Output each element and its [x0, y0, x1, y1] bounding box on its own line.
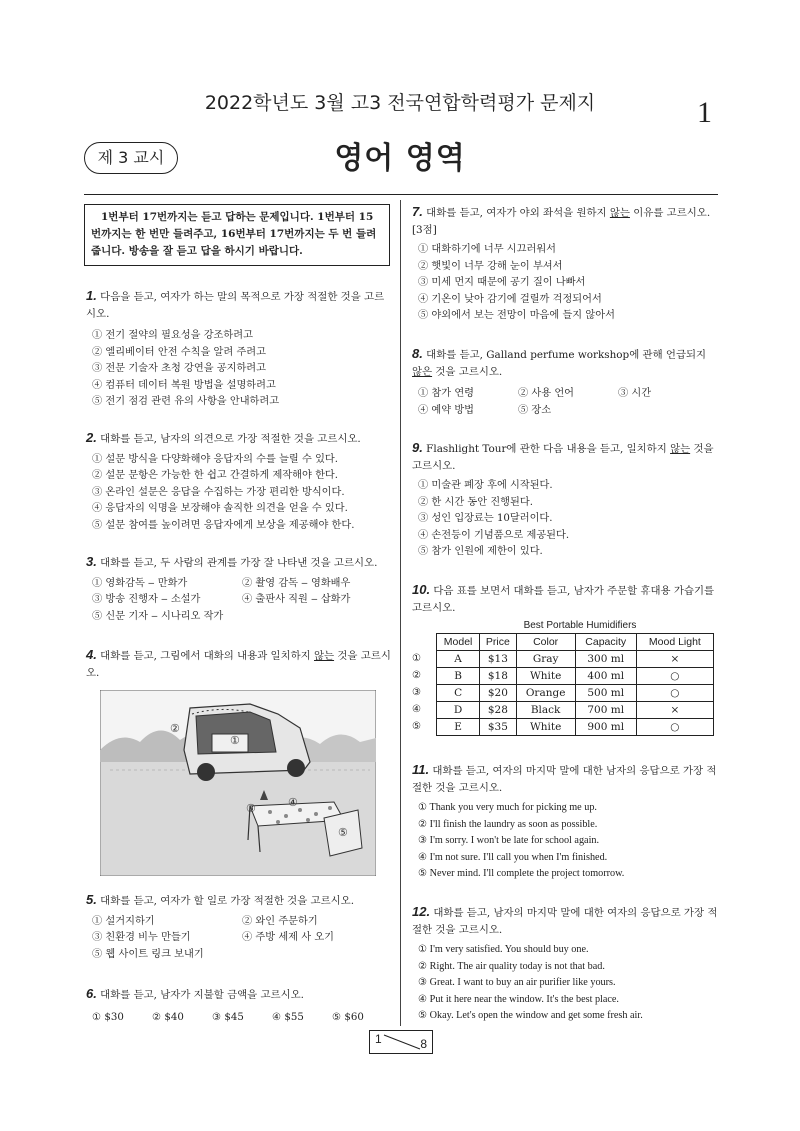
column-header: Color [516, 634, 575, 651]
option[interactable]: ② 햇빛이 너무 강해 눈이 부셔서 [418, 260, 563, 272]
option[interactable]: ⑤ 웹 사이트 링크 보내기 [92, 948, 204, 960]
question-text: 대화를 듣고, 그림에서 대화의 내용과 일치하지 [100, 650, 314, 662]
option[interactable]: ③ 성인 입장료는 10달러이다. [418, 513, 553, 524]
table-cell: $35 [480, 719, 516, 736]
table-cell: × [636, 702, 713, 719]
table-markers [412, 633, 436, 736]
question-2 [86, 430, 392, 534]
svg-text:②: ② [170, 722, 180, 735]
page-number: 1 [697, 96, 712, 129]
svg-text:④: ④ [288, 796, 298, 809]
option[interactable]: ① 미술관 폐장 후에 시작된다. [418, 480, 553, 491]
option[interactable]: ④ 손전등이 기념품으로 제공된다. [418, 529, 570, 541]
question-text-end: 것을 고르시오. [432, 365, 503, 378]
option[interactable]: ③ 방송 진행자 ‒ 소설가 [92, 594, 201, 605]
question-text: 대화를 듣고, Galland perfume workshop에 관해 언급되지 [426, 349, 707, 361]
option[interactable]: ⑤ 전기 점검 관련 유의 사항을 안내하려고 [92, 396, 280, 407]
question-12 [412, 904, 718, 1025]
option[interactable]: ① 설거지하기 [92, 915, 155, 927]
question-text: 다음을 듣고, 여자가 하는 말의 목적으로 가장 적절한 것을 고르시오. [86, 291, 385, 320]
question-11 [412, 762, 718, 883]
option[interactable]: ③ 미세 먼지 때문에 공기 질이 나빠서 [418, 277, 586, 288]
option[interactable]: ⑤ 신문 기자 ‒ 시나리오 작가 [92, 610, 224, 622]
question-text: 다음 표를 보면서 대화를 듣고, 남자가 주문할 휴대용 가습기를 고르시오. [412, 585, 715, 614]
question-text: 대화를 듣고, 여자가 할 일로 가장 적절한 것을 고르시오. [100, 895, 355, 907]
emphasis-underline: 않은 [412, 365, 433, 378]
question-number: 8. [412, 346, 423, 361]
question-number: 4. [86, 647, 97, 662]
question-number: 6. [86, 986, 97, 1001]
option[interactable]: ① $30 [92, 1011, 124, 1023]
svg-text:①: ① [230, 734, 240, 747]
question-5 [86, 892, 392, 963]
option[interactable]: ② 설문 문항은 가능한 한 쉽고 간결하게 제작해야 한다. [92, 470, 338, 481]
table-row [437, 668, 714, 685]
option[interactable]: ① 영화감독 ‒ 만화가 [92, 577, 188, 589]
question-3 [86, 554, 392, 625]
table-cell: ○ [636, 719, 713, 736]
emphasis-underline: 않는 [609, 207, 630, 219]
svg-text:③: ③ [246, 802, 256, 815]
camping-illustration [100, 690, 376, 876]
option[interactable]: ④ Put it here near the window. It's the best place. [418, 993, 619, 1005]
svg-text:⑤: ⑤ [338, 826, 348, 839]
table-cell: 900 ml [575, 719, 636, 736]
option[interactable]: ⑤ Okay. Let's open the window and get some fresh air. [418, 1010, 643, 1021]
question-8 [412, 346, 718, 419]
humidifier-table [436, 633, 714, 736]
question-text: 대화를 듣고, 남자의 마지막 말에 대한 여자의 응답으로 가장 적절한 것을 고르시오. [412, 907, 718, 936]
table-title: Best Portable Humidifiers [523, 620, 637, 631]
option[interactable]: ③ I'm sorry. I won't be late for school again. [418, 835, 600, 846]
header-rule [84, 194, 718, 195]
option[interactable]: ① 대화하기에 너무 시끄러워서 [418, 244, 556, 255]
column-header: Capacity [575, 634, 636, 651]
question-number: 3. [86, 554, 97, 569]
question-number: 9. [412, 440, 423, 455]
question-text: 대화를 듣고, 남자가 지불할 금액을 고르시오. [100, 989, 304, 1001]
table-cell: E [437, 719, 480, 736]
exam-title: 2022학년도 3월 고3 전국연합학력평가 문제지 [204, 92, 596, 114]
table-cell: 400 ml [575, 668, 636, 685]
option[interactable]: ④ 컴퓨터 데이터 복원 방법을 설명하려고 [92, 379, 276, 391]
option[interactable]: ③ $45 [212, 1011, 244, 1023]
column-header: Price [480, 634, 516, 651]
current-page: 1 [375, 1032, 382, 1046]
option[interactable]: ⑤ Never mind. I'll complete the project tomorrow. [418, 868, 625, 879]
option[interactable]: ⑤ 참가 인원에 제한이 있다. [418, 546, 543, 557]
question-4 [86, 647, 392, 681]
question-text-end: 것을 고르시오. [86, 650, 391, 679]
marker[interactable]: ⑤ [412, 721, 422, 732]
table-cell: ○ [636, 685, 713, 702]
marker[interactable]: ① [412, 653, 422, 664]
column-header: Model [437, 634, 480, 651]
emphasis-underline: 않는 [670, 443, 691, 455]
listening-notice: 1번부터 17번까지는 듣고 답하는 문제입니다. 1번부터 15번까지는 한 번만 들려주고, 16번부터 17번까지는 두 번 들려줍니다. 방송을 잘 듣고 답을 하시기 바랍니다. [84, 204, 390, 266]
option[interactable]: ③ Great. I want to buy an air purifier like yours. [418, 977, 616, 988]
option[interactable]: ② 와인 주문하기 [242, 915, 318, 927]
marker[interactable]: ② [412, 670, 422, 681]
option[interactable]: ② 엘리베이터 안전 수칙을 알려 주려고 [92, 346, 266, 358]
table-cell: $20 [480, 685, 516, 702]
table-cell: White [516, 719, 575, 736]
option[interactable]: ④ 출판사 직원 ‒ 삽화가 [242, 594, 351, 605]
option[interactable]: ② 사용 언어 [518, 388, 575, 399]
question-1 [86, 288, 392, 411]
table-cell: Black [516, 702, 575, 719]
option[interactable]: ④ I'm not sure. I'll call you when I'm finished. [418, 851, 608, 863]
subject-title: 영어 영역 [334, 141, 466, 176]
option[interactable]: ② 촬영 감독 ‒ 영화배우 [242, 577, 351, 589]
column-divider [400, 200, 401, 1026]
question-number: 12. [412, 904, 431, 919]
option[interactable]: ① Thank you very much for picking me up. [418, 802, 597, 813]
table-cell: 300 ml [575, 651, 636, 668]
table-row [437, 685, 714, 702]
option[interactable]: ⑤ 장소 [518, 404, 552, 416]
question-text: 대화를 듣고, 여자가 야외 좌석을 원하지 [426, 207, 610, 219]
table-cell: 500 ml [575, 685, 636, 702]
table-cell: $13 [480, 651, 516, 668]
marker[interactable]: ③ [412, 687, 422, 698]
table-cell: Gray [516, 651, 575, 668]
table-cell: D [437, 702, 480, 719]
question-number: 11. [412, 762, 430, 777]
table-cell: × [636, 651, 713, 668]
question-9 [412, 440, 718, 561]
table-header-row [437, 634, 714, 651]
option[interactable]: ③ 전문 기술자 초청 강연을 공지하려고 [92, 363, 266, 374]
emphasis-underline: 않는 [313, 650, 335, 662]
page-indicator [369, 1030, 433, 1054]
question-text: 대화를 듣고, 두 사람의 관계를 가장 잘 나타낸 것을 고르시오. [100, 557, 378, 569]
table-cell: Orange [516, 685, 575, 702]
table-row [437, 702, 714, 719]
option[interactable]: ② I'll finish the laundry as soon as possible. [418, 818, 598, 830]
table-row [437, 651, 714, 668]
question-10 [412, 582, 718, 736]
option[interactable]: ⑤ $60 [332, 1011, 364, 1023]
table-cell: $28 [480, 702, 516, 719]
question-number: 5. [86, 892, 97, 907]
question-number: 2. [86, 430, 97, 445]
option[interactable]: ① I'm very satisfied. You should buy one. [418, 944, 589, 955]
column-header: Mood Light [636, 634, 713, 651]
option[interactable]: ② 한 시간 동안 진행된다. [418, 496, 533, 508]
option[interactable]: ④ 응답자의 익명을 보장해야 솔직한 의견을 얻을 수 있다. [92, 503, 348, 514]
marker[interactable]: ④ [412, 704, 422, 715]
option[interactable]: ③ 온라인 설문은 응답을 수집하는 가장 편리한 방식이다. [92, 486, 345, 498]
question-6 [86, 986, 392, 1026]
option[interactable]: ① 참가 연령 [418, 388, 475, 399]
table-cell: A [437, 651, 480, 668]
option[interactable]: ③ 시간 [618, 388, 652, 399]
table-cell: B [437, 668, 480, 685]
question-text: 대화를 듣고, 여자의 마지막 말에 대한 남자의 응답으로 가장 적절한 것을 고르시오. [412, 765, 717, 794]
question-text: Flashlight Tour에 관한 다음 내용을 듣고, 일치하지 [426, 443, 671, 455]
question-7 [412, 204, 718, 325]
option[interactable]: ① 설문 방식을 다양화해야 응답자의 수를 늘릴 수 있다. [92, 453, 338, 465]
option[interactable]: ④ 기온이 낮아 감기에 걸릴까 걱정되어서 [418, 293, 602, 305]
question-text-end: 이유를 고르시오. [3점] [412, 207, 711, 236]
session-label: 제 3 교시 [84, 142, 178, 174]
total-pages: 8 [420, 1037, 427, 1051]
question-text: 대화를 듣고, 남자의 의견으로 가장 적절한 것을 고르시오. [100, 433, 361, 445]
question-text-end: 것을 고르시오. [412, 443, 714, 472]
option[interactable]: ① 전기 절약의 필요성을 강조하려고 [92, 330, 253, 341]
option[interactable]: ② Right. The air quality today is not that bad. [418, 960, 605, 972]
option[interactable]: ⑤ 설문 참여를 높이려면 응답자에게 보상을 제공해야 한다. [92, 519, 355, 531]
table-cell: ○ [636, 668, 713, 685]
question-number: 1. [86, 288, 97, 303]
option[interactable]: ⑤ 야외에서 보는 전망이 마음에 들지 않아서 [418, 310, 615, 321]
question-number: 10. [412, 582, 431, 597]
table-cell: $18 [480, 668, 516, 685]
option[interactable]: ③ 친환경 비누 만들기 [92, 932, 191, 943]
option[interactable]: ④ 예약 방법 [418, 404, 475, 416]
option[interactable]: ② $40 [152, 1011, 184, 1023]
table-row [437, 719, 714, 736]
table-cell: White [516, 668, 575, 685]
question-number: 7. [412, 204, 423, 219]
table-cell: 700 ml [575, 702, 636, 719]
option[interactable]: ④ $55 [272, 1011, 304, 1023]
table-cell: C [437, 685, 480, 702]
option[interactable]: ④ 주방 세제 사 오기 [242, 932, 335, 943]
